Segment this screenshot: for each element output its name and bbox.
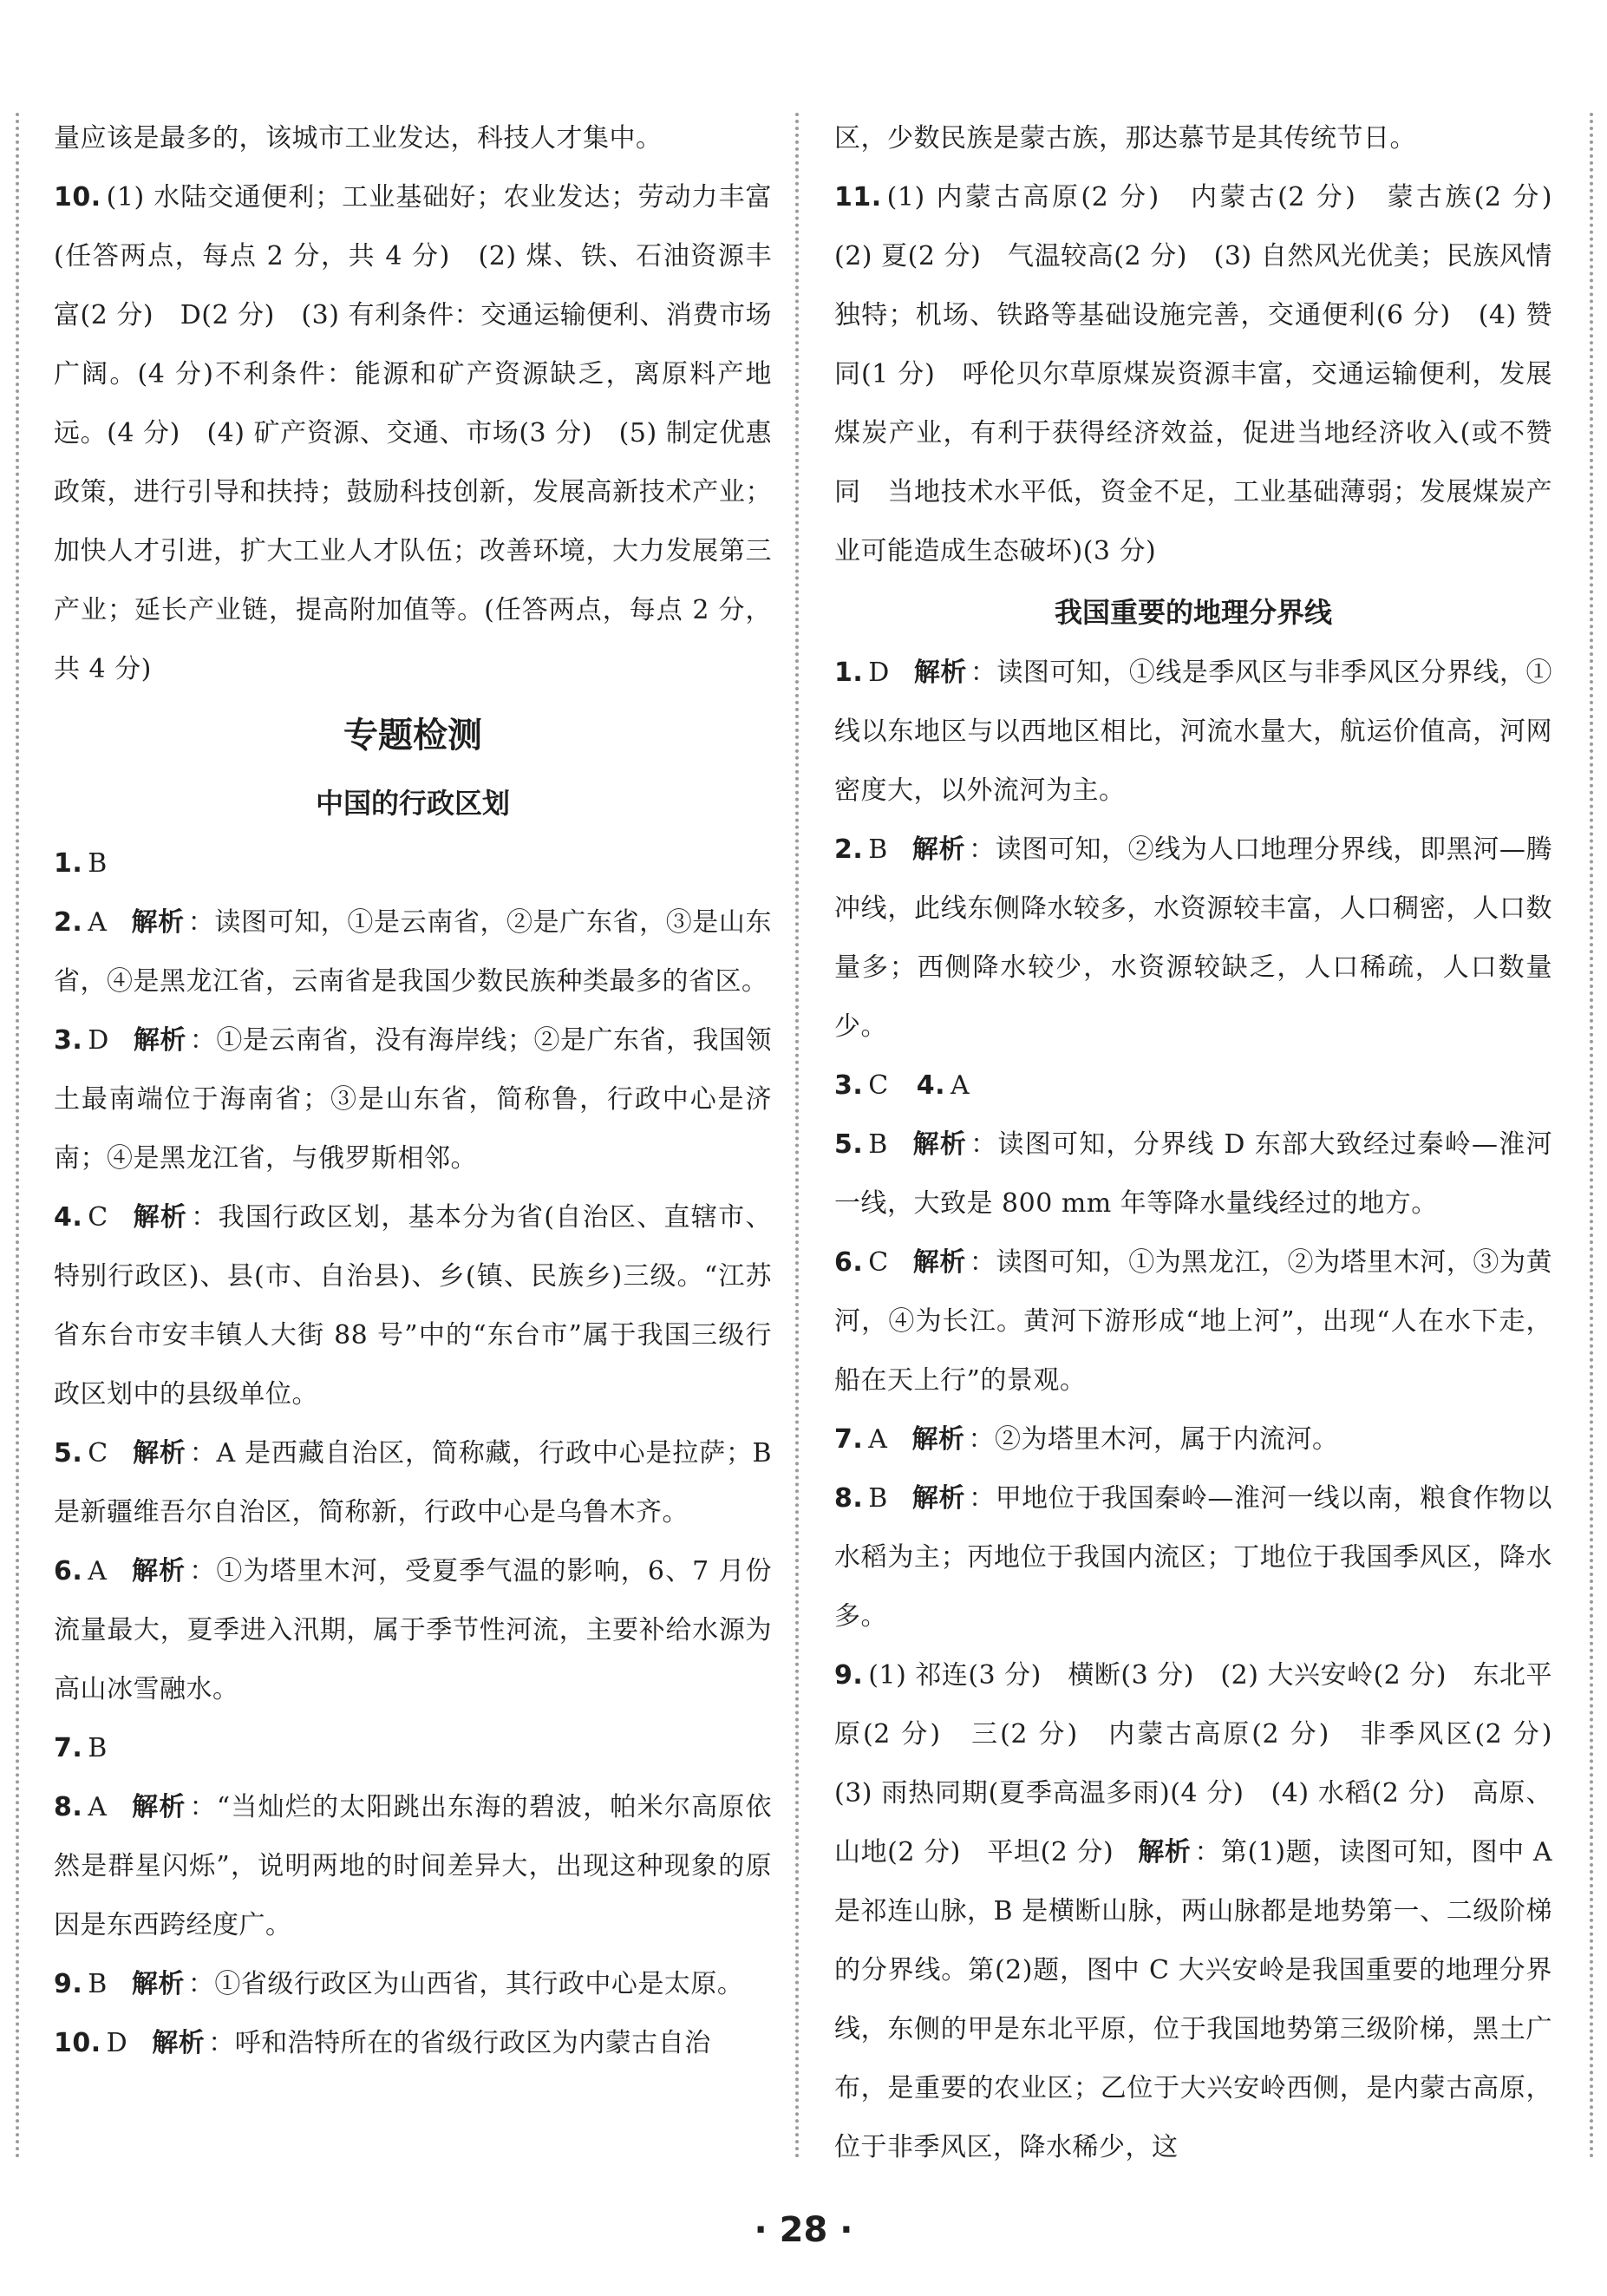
question-number: 11. [834, 182, 882, 213]
question-3 [54, 1011, 772, 1188]
question-number: 10. [54, 2028, 101, 2058]
question-number: 4. [54, 1202, 83, 1233]
answer-letter: D [868, 657, 890, 688]
analysis-label: 解析 [131, 1792, 186, 1822]
analysis-label: 解析 [131, 907, 185, 938]
question-8 [54, 1778, 772, 1955]
question-2 [54, 893, 772, 1011]
analysis-text: ：①是云南省，没有海岸线；②是广东省，我国领土最南端位于海南省；③是山东省，简称鲁，行政中心是济南；④是黑龙江省，与俄罗斯相邻。 [54, 1025, 773, 1174]
question-9 [54, 1955, 772, 2014]
answer-letter: A [88, 907, 108, 938]
question-5 [834, 1115, 1552, 1233]
analysis-text: ：②为塔里木河，属于内流河。 [968, 1424, 1339, 1455]
analysis-label: 解析 [132, 1438, 186, 1469]
subsection-title: 中国的行政区划 [315, 787, 510, 820]
question-number: 1. [834, 657, 864, 688]
answer-text: (1) 祁连(3 分) 横断(3 分) (2) 大兴安岭(2 分) 东北平原(2 分) 三(2 分) 内蒙古高原(2 分) 非季风区(2 分) (3) 雨热同期(夏季高温多雨)(4 分) (4) 水稻(2 分) 高原、山地(2 分) 平坦(2 分) [834, 1660, 1579, 1868]
analysis-text: ：A 是西藏自治区，简称藏，行政中心是拉萨；B 是新疆维吾尔自治区，简称新，行政中心是乌鲁木齐。 [54, 1438, 773, 1527]
question-number: 1. [54, 848, 83, 879]
analysis-text: ：我国行政区划，基本分为省(自治区、直辖市、特别行政区)、县(市、自治县)、乡(镇、民族乡)三级。“江苏省东台市安丰镇人大街 88 号”中的“东台市”属于我国三级行政区划中的县级单位。 [54, 1202, 772, 1410]
analysis-label: 解析 [131, 1556, 186, 1586]
question-8 [834, 1469, 1552, 1646]
analysis-label: 解析 [911, 1424, 965, 1455]
answer-letter: B [868, 1483, 888, 1514]
question-number: 9. [834, 1660, 864, 1691]
right-dotted-rule [1590, 113, 1593, 2160]
answer-letter: B [88, 1733, 108, 1763]
question-number: 3. [834, 1070, 864, 1101]
answer-letter: C [88, 1438, 108, 1469]
analysis-text: ：①省级行政区为山西省，其行政中心是太原。 [187, 1969, 744, 1999]
left-column [54, 109, 772, 2073]
question-7 [54, 1719, 772, 1778]
analysis-label: 解析 [912, 1247, 966, 1278]
question-5 [54, 1424, 772, 1542]
answer-text: (1) 水陆交通便利；工业基础好；农业发达；劳动力丰富(任答两点，每点 2 分，共 4 分) (2) 煤、铁、石油资源丰富(2 分) D(2 分) (3) 有利条件：交通运输便利、消费市场广阔。(4 分)不利条件：能源和矿产资源缺乏，离原料产地远。(4 分) (4) 矿产资源、交通、市场(3 分) (5) 制定优惠政策，进行引导和扶持；鼓励科技创新，发展高新技术产业；加快人才引进，扩大工业人才队伍；改善环境，大力发展第三产业；延长产业链，提高附加值等。(任答两点，每点 2 分，共 4 分) [54, 182, 772, 684]
analysis-text: ：第(1)题，读图可知，图中 A 是祁连山脉，B 是横断山脉，两山脉都是地势第一、二级阶梯的分界线。第(2)题，图中 C 大兴安岭是我国重要的地理分界线，东侧的甲是东北平原，位于我国地势第三级阶梯，黑土广布，是重要的农业区；乙位于大兴安岭西侧，是内蒙古高原，位于非季风区，降水稀少，这 [834, 1837, 1553, 2162]
question-10 [54, 2014, 772, 2073]
question-number: 6. [834, 1247, 864, 1278]
question-number: 8. [834, 1483, 864, 1514]
analysis-text: ：读图可知，分界线 D 东部大致经过秦岭—淮河一线，大致是 800 mm 年等降水量线经过的地方。 [834, 1129, 1553, 1219]
analysis-text: ：读图可知，①线是季风区与非季风区分界线，①线以东地区与以西地区相比，河流水量大，航运价值高，河网密度大，以外流河为主。 [834, 657, 1553, 806]
question-2 [834, 821, 1552, 1056]
question-3-4 [834, 1056, 1552, 1115]
answer-letter: C [88, 1202, 108, 1233]
answer-letter: C [868, 1247, 889, 1278]
analysis-text: ：“当灿烂的太阳跳出东海的碧波，帕米尔高原依然是群星闪烁”，说明两地的时间差异大，出现这种现象的原因是东西跨经度广。 [54, 1792, 772, 1940]
question-9 [834, 1646, 1579, 2177]
analysis-text: ：读图可知，①为黑龙江，②为塔里木河，③为黄河，④为长江。黄河下游形成“地上河”，出现“人在水下走，船在天上行”的景观。 [834, 1247, 1552, 1396]
analysis-text: ：呼和浩特所在的省级行政区为内蒙古自治 [208, 2028, 711, 2058]
answer-text: (1) 内蒙古高原(2 分) 内蒙古(2 分) 蒙古族(2 分) (2) 夏(2 分) 气温较高(2 分) (3) 自然风光优美；民族风情独特；机场、铁路等基础设施完善，交通便利(6 分) (4) 赞同(1 分) 呼伦贝尔草原煤炭资源丰富，交通运输便利，发展煤炭产业，有利于获得经济效益，促进当地经济收入(或不赞同 当地技术水平低，资金不足，工业基础薄弱；发展煤炭产业可能造成生态破坏)(3 分) [834, 182, 1579, 566]
answer-letter: B [88, 848, 108, 879]
question-number: 5. [834, 1129, 864, 1160]
analysis-text: ：读图可知，①是云南省，②是广东省，③是山东省，④是黑龙江省，云南省是我国少数民族种类最多的省区。 [54, 907, 773, 997]
answer-letter: B [88, 1969, 108, 1999]
question-number: 3. [54, 1025, 83, 1056]
question-number: 2. [54, 907, 83, 938]
question-number: 4. [916, 1070, 946, 1101]
analysis-label: 解析 [152, 2028, 206, 2058]
answer-letter: A [950, 1070, 970, 1101]
question-7 [834, 1410, 1552, 1469]
question-number: 7. [834, 1424, 864, 1455]
question-6 [834, 1233, 1552, 1410]
question-number: 8. [54, 1792, 83, 1822]
subsection-title: 我国重要的地理分界线 [1054, 596, 1332, 629]
answer-letter: A [88, 1556, 108, 1586]
analysis-label: 解析 [132, 1202, 188, 1233]
analysis-label: 解析 [1138, 1837, 1192, 1868]
answer-letter: A [88, 1792, 108, 1822]
analysis-text: ：读图可知，②线为人口地理分界线，即黑河—腾冲线，此线东侧降水较多，水资源较丰富，人口稠密，人口数量多；西侧降水较少，水资源较缺乏，人口稀疏，人口数量少。 [834, 834, 1553, 1042]
question-11 [834, 168, 1579, 581]
question-number: 2. [834, 834, 864, 865]
section-title: 专题检测 [343, 716, 482, 756]
analysis-text: ：①为塔里木河，受夏季气温的影响，6、7 月份流量最大，夏季进入汛期，属于季节性河流，主要补给水源为高山冰雪融水。 [54, 1556, 772, 1704]
paragraph: 区，少数民族是蒙古族，那达慕节是其传统节日。 [834, 123, 1416, 154]
analysis-label: 解析 [131, 1969, 185, 1999]
answer-letter: B [868, 834, 888, 865]
analysis-label: 解析 [911, 834, 966, 865]
answer-letter: B [868, 1129, 888, 1160]
question-number: 10. [54, 182, 101, 213]
answer-letter: D [88, 1025, 109, 1056]
answer-letter: A [868, 1424, 888, 1455]
question-6 [54, 1542, 772, 1719]
question-10 [54, 168, 772, 699]
center-dotted-rule [795, 113, 799, 2160]
question-number: 7. [54, 1733, 83, 1763]
page-number: · 28 · [754, 2210, 853, 2250]
analysis-label: 解析 [913, 657, 967, 688]
analysis-label: 解析 [133, 1025, 186, 1056]
paragraph: 量应该是最多的，该城市工业发达，科技人才集中。 [54, 123, 663, 154]
question-number: 5. [54, 1438, 83, 1469]
analysis-label: 解析 [911, 1483, 966, 1514]
analysis-text: ：甲地位于我国秦岭—淮河一线以南，粮食作物以水稻为主；丙地位于我国内流区；丁地位于我国季风区，降水多。 [834, 1483, 1553, 1632]
left-dotted-rule [16, 113, 19, 2160]
question-4 [54, 1188, 772, 1424]
answer-letter: C [868, 1070, 889, 1101]
question-number: 6. [54, 1556, 83, 1586]
question-1 [834, 644, 1552, 821]
question-number: 9. [54, 1969, 83, 1999]
answer-letter: D [106, 2028, 128, 2058]
question-1 [54, 834, 772, 893]
analysis-label: 解析 [911, 1129, 968, 1160]
right-column [834, 109, 1579, 2177]
